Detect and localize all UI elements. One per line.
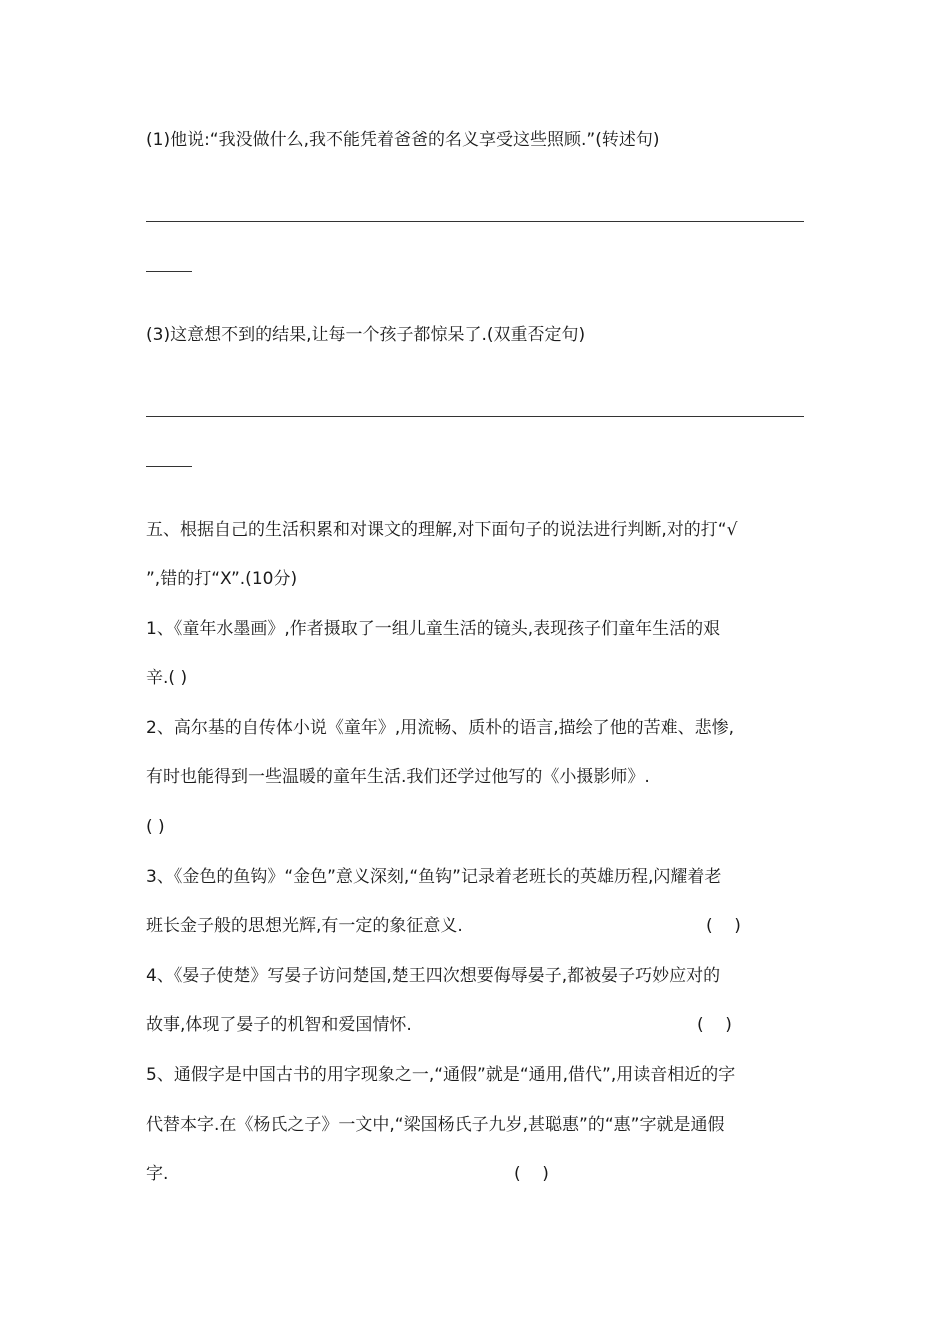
item-4-answer-paren[interactable]: ( ) — [697, 1015, 732, 1035]
answer-line-1 — [146, 221, 804, 222]
item-1-line-2: 辛.( ) — [146, 668, 188, 688]
item-3-line-1: 3、《金色的鱼钩》“金色”意义深刻,“鱼钩”记录着老班长的英雄历程,闪耀着老 — [146, 867, 722, 887]
section-5-heading-line-2: ”,错的打“X”.(10分) — [146, 569, 298, 589]
item-2-answer-paren[interactable]: ( ) — [146, 817, 165, 837]
item-5-line-3: 字. — [146, 1164, 169, 1184]
answer-line-3 — [146, 416, 804, 417]
question-3-text: (3)这意想不到的结果,让每一个孩子都惊呆了.(双重否定句) — [146, 325, 586, 345]
answer-line-1-tail — [146, 271, 192, 272]
item-5-line-2: 代替本字.在《杨氏之子》一文中,“梁国杨氏子九岁,甚聪惠”的“惠”字就是通假 — [146, 1115, 725, 1135]
item-2-line-2: 有时也能得到一些温暖的童年生活.我们还学过他写的《小摄影师》. — [146, 767, 650, 787]
question-1-text: (1)他说:“我没做什么,我不能凭着爸爸的名义享受这些照顾.”(转述句) — [146, 130, 660, 150]
item-4-line-2: 故事,体现了晏子的机智和爱国情怀. — [146, 1015, 412, 1035]
item-4-line-1: 4、《晏子使楚》写晏子访问楚国,楚王四次想要侮辱晏子,都被晏子巧妙应对的 — [146, 966, 721, 986]
answer-line-3-tail — [146, 466, 192, 467]
item-5-line-1: 5、通假字是中国古书的用字现象之一,“通假”就是“通用,借代”,用读音相近的字 — [146, 1065, 736, 1085]
item-5-answer-paren[interactable]: ( ) — [514, 1164, 549, 1184]
section-5-heading-line-1: 五、根据自己的生活积累和对课文的理解,对下面句子的说法进行判断,对的打“√ — [146, 520, 738, 540]
item-3-line-2: 班长金子般的思想光辉,有一定的象征意义. — [146, 916, 463, 936]
item-1-line-1: 1、《童年水墨画》,作者摄取了一组儿童生活的镜头,表现孩子们童年生活的艰 — [146, 619, 721, 639]
item-2-line-1: 2、高尔基的自传体小说《童年》,用流畅、质朴的语言,描绘了他的苦难、悲惨, — [146, 718, 735, 738]
item-3-answer-paren[interactable]: ( ) — [706, 916, 741, 936]
